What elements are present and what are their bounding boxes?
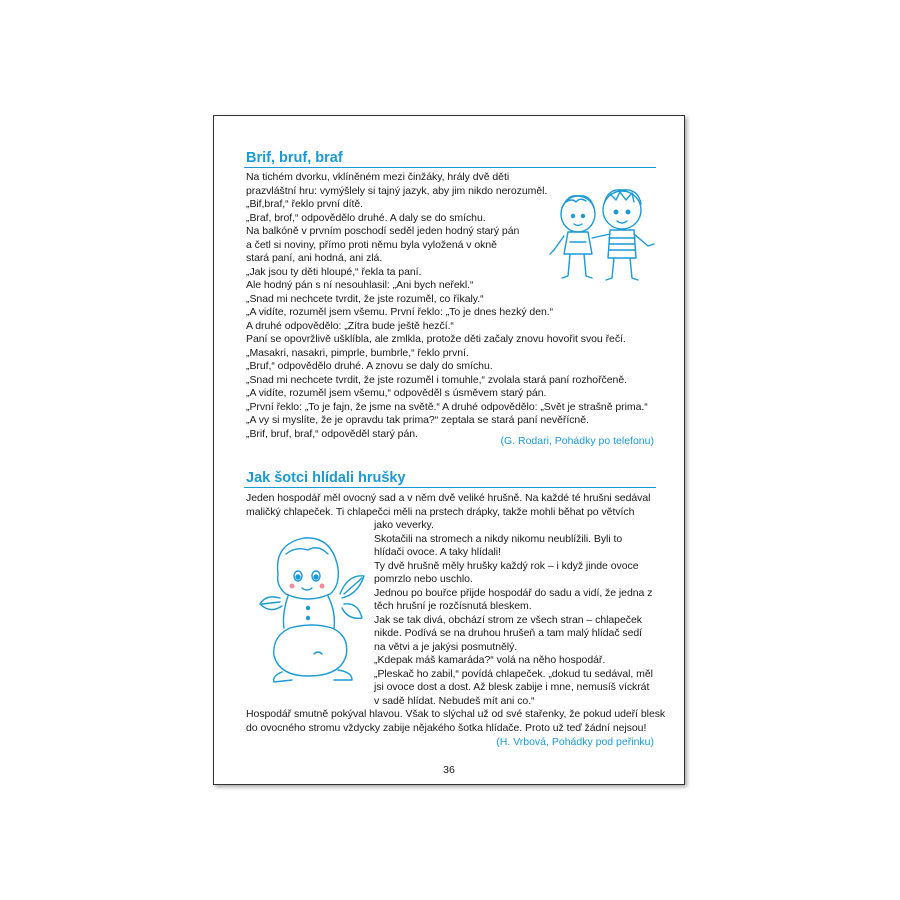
text-line: Jeden hospodář měl ovocný sad a v něm dvě veliké hrušně. Na každé té hrušni sedával bbox=[246, 492, 651, 504]
text-line: na větvi a je jakýsi posmutnělý. bbox=[374, 640, 518, 653]
story1-title: Brif, bruf, braf bbox=[246, 150, 343, 166]
text-line: Na tichém dvorku, vklíněném mezi činžáky, hrály dvě děti bbox=[246, 171, 510, 183]
text-line: prazvláštní hru: vymýšlely si tajný jazyk, aby jim nikdo nerozuměl. bbox=[246, 184, 548, 197]
text-line: do ovocného stromu vždycky zabije nějakého šotka hlídače. Proto už teď žádní nejsou! bbox=[246, 721, 647, 734]
text-line: Jak se tak divá, obchází strom ze všech stran – chlapeček bbox=[374, 613, 642, 626]
text-line: „Snad mi nechcete tvrdit, že jste rozuměl i tomuhle,“ zvolala stará paní rozhořčeně. bbox=[246, 373, 627, 386]
text-line: „Bif,braf,“ řeklo první dítě. bbox=[246, 198, 364, 210]
text-line: a četl si noviny, přímo proti němu byla vyložená v okně bbox=[246, 238, 497, 251]
text-line: v sadě hlídat. Nebudeš mít ani co.“ bbox=[374, 694, 535, 707]
two-kids-illustration bbox=[546, 180, 658, 290]
text-line: Jednou po bouřce přijde hospodář do sadu a vidí, že jedna z bbox=[374, 586, 653, 599]
text-line: Ty dvě hrušně měly hrušky každý rok – i když jinde ovoce bbox=[374, 559, 639, 572]
text-line: „Kdepak máš kamaráda?“ volá na něho hospodář. bbox=[374, 654, 606, 666]
text-line: „Snad mi nechcete tvrdit, že jste rozuměl, co říkaly.“ bbox=[246, 292, 484, 305]
story2-source: (H. Vrbová, Pohádky pod peřinku) bbox=[496, 736, 654, 748]
story1-title-rule bbox=[244, 167, 656, 168]
text-line: jsi ovoce dost a dost. Až blesk zabije i mne, nemusíš víckrát bbox=[374, 681, 650, 693]
story2-text-top bbox=[246, 492, 650, 519]
text-line: Ale hodný pán s ní nesouhlasil: „Ani bych neřekl.“ bbox=[246, 279, 474, 291]
text-line: „První řeklo: „To je fajn, že jsme na světě.“ A druhé odpovědělo: „Svět je strašně prima.“ bbox=[246, 400, 648, 413]
text-line: těch hrušní je rozčísnutá bleskem. bbox=[374, 600, 532, 612]
text-line: A druhé odpovědělo: „Zítra bude ještě hezčí.“ bbox=[246, 319, 454, 332]
text-line: Hospodář smutně pokýval hlavou. Však to slýchal už od své stařenky, že pokud udeří blesk bbox=[246, 708, 666, 720]
text-line: stará paní, ani hodná, ani zlá. bbox=[246, 252, 383, 264]
text-line: Skotačili na stromech a nikdy nikomu neublížili. Byli to bbox=[374, 532, 623, 545]
story2-text-bottom bbox=[246, 708, 665, 735]
text-line: pomrzlo nebo uschlo. bbox=[374, 573, 473, 585]
text-line: „Bruf,“ odpovědělo druhé. A znovu se daly do smíchu. bbox=[246, 360, 493, 372]
text-line: „Pleskač ho zabil,“ povídá chlapeček. „dokud tu sedával, měl bbox=[374, 667, 653, 680]
text-line: „A vidíte, rozuměl jsem všemu,“ odpověděl s úsměvem starý pán. bbox=[246, 387, 547, 399]
text-line: „A vidíte, rozuměl jsem všemu. První řeklo: „To je dnes hezký den.“ bbox=[246, 306, 554, 318]
text-line: „Brif, bruf, braf,“ odpověděl starý pán. bbox=[246, 427, 418, 440]
story1-source: (G. Rodari, Pohádky po telefonu) bbox=[500, 435, 654, 447]
text-line: „A vy si myslíte, že je opravdu tak prima?“ zeptala se stará paní nevěřícně. bbox=[246, 414, 589, 426]
text-line: Na balkóně v prvním poschodí seděl jeden hodný starý pán bbox=[246, 225, 520, 237]
book-page bbox=[213, 115, 685, 785]
story2-title: Jak šotci hlídali hrušky bbox=[246, 470, 406, 486]
text-line: „Jak jsou ty děti hloupé,“ řekla ta paní. bbox=[246, 265, 422, 278]
story2-title-rule bbox=[244, 487, 656, 488]
text-line: „Masakri, nasakri, pimprle, bumbrle,“ řeklo první. bbox=[246, 346, 469, 359]
text-line: „Braf, brof,“ odpovědělo druhé. A daly se do smíchu. bbox=[246, 211, 486, 224]
page-number: 36 bbox=[443, 764, 455, 776]
text-line: jako veverky. bbox=[374, 519, 434, 531]
text-line: hlídači ovoce. A taky hlídali! bbox=[374, 546, 501, 558]
goblin-with-pear-illustration bbox=[252, 524, 372, 684]
text-line: nikde. Podívá se na druhou hrušeň a tam malý hlídač sedí bbox=[374, 627, 643, 639]
text-line: Paní se opovržlivě ušklíbla, ale zmlkla, protože děti začaly znovu hovořit svou řečí. bbox=[246, 333, 626, 345]
text-line: maličký chlapeček. Ti chlapečci měli na prstech drápky, takže mohli běhat po větvích bbox=[246, 505, 635, 518]
